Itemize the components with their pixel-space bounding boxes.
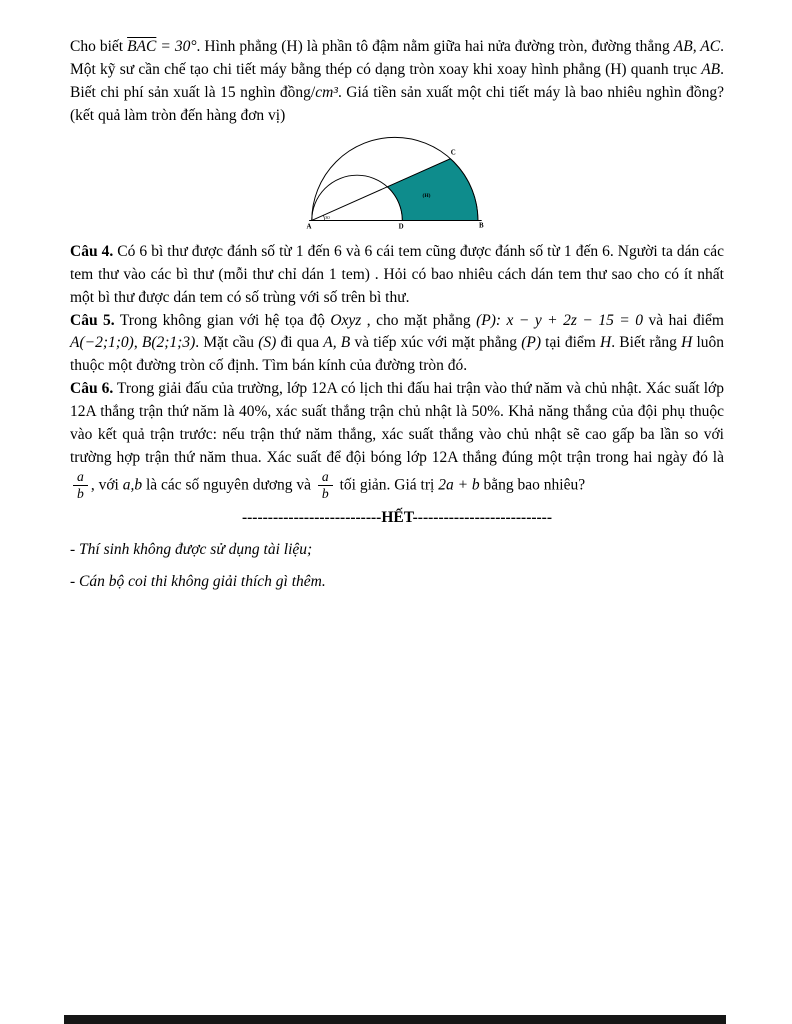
intro-paragraph (70, 36, 724, 128)
q5-text-3: và hai điểm (642, 311, 724, 329)
fraction-numerator: a (73, 470, 88, 486)
math-point-H-2: H (681, 334, 693, 352)
q6-text-3: là các số nguyên dương và (142, 476, 315, 494)
math-cm3: cm³ (315, 83, 338, 101)
q6-text-1: Trong giải đấu của trường, lớp 12A có lịch thi đấu hai trận vào thứ năm và chủ nhật. Xác suất lớp 12A thắng trận thứ năm là 40%, xác suất thắng trận chủ nhật là 50%. Khả năng thắng của đội phụ thuộc vào kết quả trận trước: nếu trận thứ năm thắng, xác suất thắng vào chủ nhật sẽ cao gấp ba lần so với trường hợp trận thứ năm thua. Xác suất để đội bóng lớp 12A thắng đúng một trận trong hai ngày đó là (70, 380, 724, 467)
point-label-B: B (479, 222, 484, 229)
point-label-A: A (306, 223, 312, 229)
intro-text-2: . Hình phẳng (H) là phần tô đậm nằm giữa hai nửa đường tròn, đường thẳng (196, 38, 674, 55)
q5-text-5: . Mặt cầu (195, 334, 259, 352)
page-content (70, 36, 724, 603)
question-4 (70, 241, 724, 310)
fraction-numerator: a (318, 470, 333, 486)
shaded-region-H (387, 158, 478, 220)
intro-text-5: . Giá tiền sản xuất một chi tiết máy là bao nhiêu nghìn đồng? (kết quả làm tròn đến hàng đơn vị) (70, 83, 724, 124)
point-label-D: D (398, 223, 404, 229)
intro-text-3: . Một kỹ sư cần chế tạo chi tiết máy bằng thép có dạng tròn xoay khi xoay hình phẳng (H) quanh trục (70, 38, 724, 78)
question-4-label: Câu 4. (70, 242, 114, 260)
point-label-C: C (450, 149, 456, 157)
q6-text-2: , với (90, 476, 123, 494)
small-semicircle (312, 175, 403, 220)
region-label-H: (H) (422, 192, 431, 199)
math-a-b: a,b (122, 476, 143, 494)
math-2a-plus-b: 2a + b (438, 476, 480, 494)
math-point-H: H (600, 334, 612, 352)
math-fraction-ab-2 (318, 470, 333, 502)
geometry-figure (70, 131, 724, 237)
figure-svg (306, 131, 488, 229)
angle-label: 30 (325, 214, 330, 220)
q5-text-7: và tiếp xúc với mặt phẳng (350, 334, 522, 352)
exam-note-1: - Thí sinh không được sử dụng tài liệu; (70, 540, 313, 558)
intro-text-4: . Biết chi phí sản xuất là 15 nghìn đồng/ (70, 60, 724, 101)
q5-text-4: , (133, 334, 142, 352)
math-angle-bac: $\overline{BAC}$ (127, 38, 157, 55)
math-plane-P: (P) (521, 334, 541, 352)
question-4-text: Có 6 bì thư được đánh số từ 1 đến 6 và 6 cái tem cũng được đánh số từ 1 đến 6. Người ta dán các tem thư vào các bì thư (mỗi thư chỉ dán 1 tem) . Hỏi có bao nhiêu cách dán tem thư sao cho có ít nhất một bì thư được dán tem có số trùng với số trên bì thư. (70, 242, 724, 306)
q5-text-10: luôn thuộc một đường tròn cố định. Tìm bán kính của đường tròn đó. (70, 334, 725, 375)
math-oxyz: Oxyz (330, 311, 362, 329)
q5-text-9: . Biết rằng (611, 334, 682, 352)
q5-text-1: Trong không gian với hệ tọa độ (114, 311, 331, 329)
math-point-A: A(−2;1;0) (70, 334, 134, 352)
exam-note-2: - Cán bộ coi thi không giải thích gì thêm. (70, 572, 326, 590)
q5-text-8: tại điểm (541, 334, 601, 352)
math-points-AB: A, B (323, 334, 351, 352)
question-5 (70, 310, 724, 379)
q6-text-5: bằng bao nhiêu? (479, 476, 586, 494)
q6-text-4: tối giản. Giá trị (335, 476, 439, 494)
question-5-label: Câu 5. (70, 311, 115, 329)
math-ab-ac: AB, AC (673, 38, 721, 55)
question-6-label: Câu 6. (70, 380, 114, 398)
page-bottom-edge (64, 1015, 726, 1024)
q5-text-2: , cho mặt phẳng (361, 311, 477, 329)
math-ab: AB (701, 60, 721, 78)
math-point-B: B(2;1;3) (141, 334, 196, 352)
fraction-denominator: b (77, 486, 84, 502)
question-6 (70, 378, 724, 501)
math-sphere-S: (S) (258, 334, 277, 352)
end-separator: ---------------------------HẾT--------------------------- (241, 508, 553, 526)
math-fraction-ab-1 (73, 470, 88, 502)
q5-text-6: đi qua (276, 334, 324, 352)
math-plane-equation: (P): x − y + 2z − 15 = 0 (476, 311, 643, 329)
fraction-denominator: b (321, 486, 329, 502)
intro-text-1: Cho biết (70, 38, 128, 55)
math-angle-value: = 30° (156, 38, 197, 55)
